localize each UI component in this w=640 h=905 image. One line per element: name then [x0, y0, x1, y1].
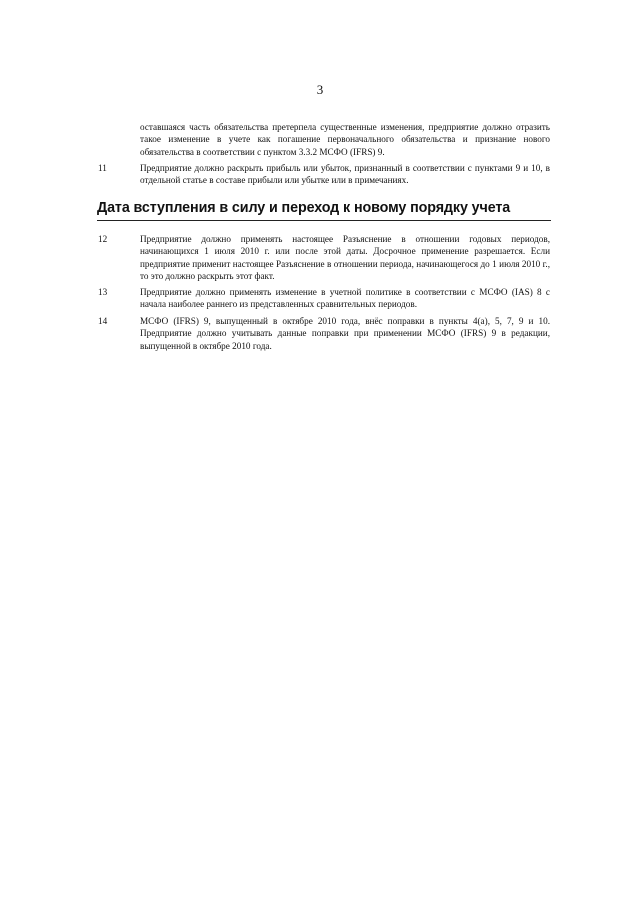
- heading-underline: [97, 220, 551, 221]
- paragraph-text: МСФО (IFRS) 9, выпущенный в октябре 2010 года, внёс поправки в пункты 4(а), 5, 7, 9 и 10. Предприятие должно учитывать данные поправки при применении МСФО (IFRS) 9 в редакции, выпущенной в октябре 2010 года.: [140, 316, 550, 351]
- section-heading: Дата вступления в силу и переход к новому порядку учета: [97, 200, 511, 216]
- paragraph-text: Предприятие должно раскрыть прибыль или убыток, признанный в соответствии с пунктами 9 и 10, в отдельной статье в составе прибыли или убытке или в примечаниях.: [140, 163, 550, 186]
- paragraph-number: 12: [98, 234, 108, 244]
- paragraph-text: Предприятие должно применять настоящее Разъяснение в отношении годовых периодов, начинающихся 1 июля 2010 г. или после этой даты. Досрочное применение разрешается. Если предприятие применит настоящее Разъяснение в отношении периода, начинающегося до 1 июля 2010 г., то это должно раскрыть этот факт.: [140, 234, 550, 282]
- paragraph-number: 14: [98, 316, 108, 326]
- page-number: 3: [316, 82, 324, 97]
- paragraph-text: Предприятие должно применять изменение в учетной политике в соответствии с МСФО (IAS) 8 с начала наиболее раннего из представленных сравнительных периодов.: [140, 287, 550, 310]
- continuation-paragraph: оставшаяся часть обязательства претерпела существенные изменения, предприятие должно отразить такое изменение в учете как погашение первоначального обязательства и признание нового обязательства в соответствии с пунктом 3.3.2 МСФО (IFRS) 9.: [140, 122, 550, 157]
- paragraph-number: 13: [98, 287, 108, 297]
- paragraph-number: 11: [98, 163, 107, 173]
